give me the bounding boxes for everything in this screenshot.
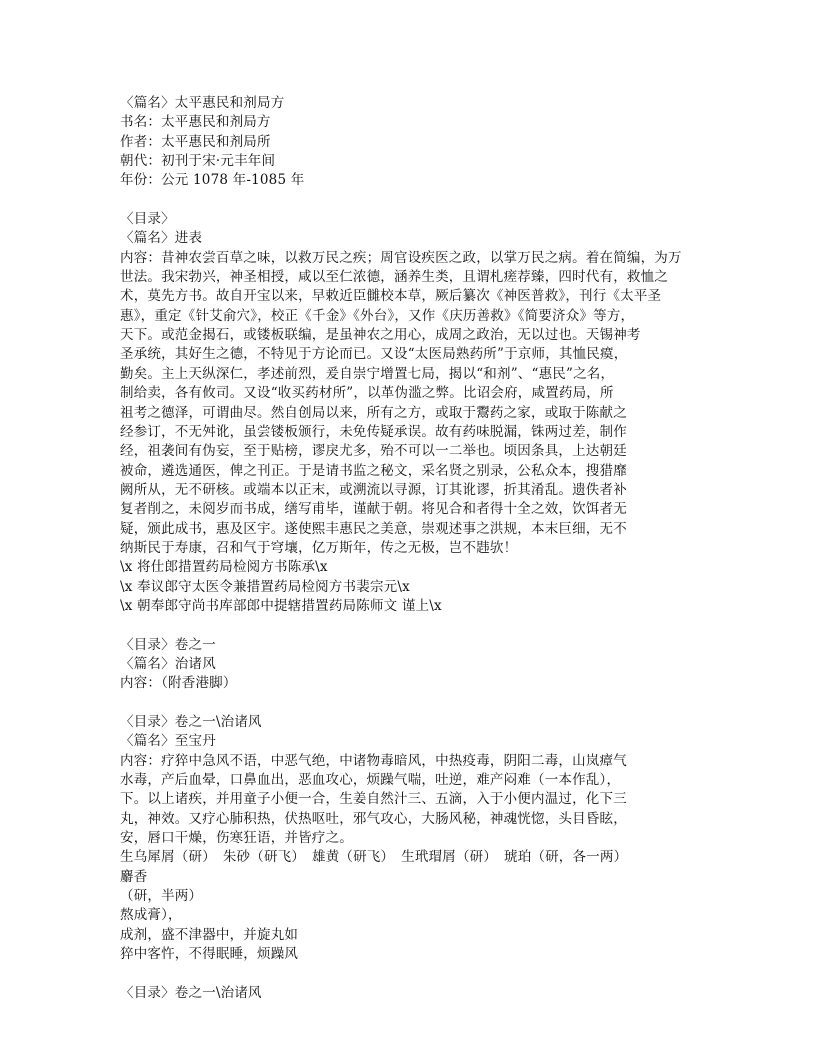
text-line: 作者：太平惠民和剂局所 xyxy=(120,133,271,150)
text-line: 下。以上诸疾，并用童子小便一合，生姜自然汁三、五滴，入于小便内温过，化下三 xyxy=(120,791,627,808)
blank-line xyxy=(120,191,776,210)
text-line: 天下。或范金揭石，或镂板联编，是虽神农之用心，成周之政治，无以过也。天锡神考 xyxy=(120,327,641,344)
text-line: 安，唇口干燥，伤寒狂语，并皆疗之。 xyxy=(120,830,353,847)
text-line: 生乌犀屑（研） 朱砂（研飞） 雄黄（研飞） 生玳瑁屑（研） 琥珀（研，各一两） xyxy=(120,849,628,866)
text-line: 猝中客忤，不得眠睡，烦躁风 xyxy=(120,946,299,963)
text-line: 〈篇名〉治诸风 xyxy=(120,655,216,672)
text-line: 〈篇名〉太平惠民和剂局方 xyxy=(120,95,285,111)
text-line: 内容：（附香港脚） xyxy=(120,675,237,692)
text-line: 〈篇名〉至宝丹 xyxy=(120,733,216,750)
text-line: 经，祖袭间有伪妄，至于贴榜，谬戾尤多，殆不可以一二举也。顷因条具，上达朝廷 xyxy=(120,443,627,460)
text-line: 经参订，不无舛讹，虽尝镂板颁行，未免传疑承误。故有药味脱漏，铢两过差，制作 xyxy=(120,423,627,440)
text-line: 惠》，重定《针艾俞穴》，校正《千金》《外台》，又作《庆历善救》《简要济众》等方， xyxy=(120,307,635,324)
text-line: 年份：公元 1078 年-1085 年 xyxy=(120,172,305,189)
document-page xyxy=(120,94,776,1003)
text-line: 水毒，产后血晕，口鼻血出，恶血攻心，烦躁气喘，吐逆，难产闷难（一本作乱）， xyxy=(120,772,621,789)
blank-line xyxy=(120,616,776,635)
text-line: 丸，神效。又疗心肺积热，伏热呕吐，邪气攻心，大肠风秘，神魂恍惚，头目昏眩， xyxy=(120,810,627,827)
text-line: 〈目录〉卷之一 xyxy=(120,636,216,653)
text-line: 〈目录〉卷之一\治诸风 xyxy=(120,714,262,730)
text-line: 疑，颁此成书，惠及区宇。遂使熙丰惠民之美意，崇观述事之洪规，本末巨细，无不 xyxy=(120,520,627,537)
text-line: 阙所从，无不研核。或端本以正末，或溯流以寻源，订其讹谬，折其淆乱。遗佚者补 xyxy=(120,481,627,498)
text-line: 内容：疗猝中急风不语，中恶气绝，中诸物毒暗风，中热疫毒，阴阳二毒，山岚瘴气 xyxy=(120,752,627,769)
text-line: 〈目录〉 xyxy=(120,211,175,228)
text-line: 勤矣。主上天纵深仁，孝述前烈，爰自崇宁增置七局，揭以“和剂”、“惠民”之名， xyxy=(120,365,615,382)
text-line: \x 将仕郎措置药局检阅方书陈承\x xyxy=(120,559,328,576)
text-line: 内容：昔神农尝百草之味，以救万民之疾；周官设疾医之政，以掌万民之病。着在简编，为万 xyxy=(120,249,682,266)
text-line: \x 朝奉郎守尚书库部郎中提辖措置药局陈师文 谨上\x xyxy=(120,597,442,614)
text-line: 术，莫先方书。故自开宝以来，早敕近臣雠校本草，厥后纂次《神医普救》，刊行《太平圣 xyxy=(120,288,662,305)
blank-line xyxy=(120,694,776,713)
text-line: 熬成膏）， xyxy=(120,907,182,924)
text-line: 制给卖，各有攸司。又设“收买药材所”，以革伪滥之弊。比诏会府，咸置药局，所 xyxy=(120,385,614,402)
text-line: 朝代：初刊于宋·元丰年间 xyxy=(120,153,276,170)
text-line: 世法。我宋勃兴，神圣相授，咸以至仁浓德，涵养生类，且谓札瘥荐臻，四时代有，救恤之 xyxy=(120,269,668,286)
text-line: 〈目录〉卷之一\治诸风 xyxy=(120,984,262,1001)
text-line: 麝香 xyxy=(120,868,148,885)
text-line: 被命，遴选通医，俾之刊正。于是请书监之秘文，采名贤之别录，公私众本，搜猎靡 xyxy=(120,462,627,479)
text-line: （研，半两） xyxy=(120,888,203,905)
text-line: 纳斯民于寿康，召和气于穹壤，亿万斯年，传之无极，岂不韪欤！ xyxy=(120,539,518,556)
text-line: 祖考之德泽，可谓曲尽。然自创局以来，所有之方，或取于鬻药之家，或取于陈献之 xyxy=(120,404,627,421)
text-line: 复者削之，未阅岁而书成，缮写甫毕，谨献于朝。将见合和者得十全之效，饮饵者无 xyxy=(120,501,627,518)
text-line: 圣承统，其好生之德，不特见于方论而已。又设“太医局熟药所”于京师，其恤民瘼， xyxy=(120,346,628,363)
text-line: 书名：太平惠民和剂局方 xyxy=(120,114,271,131)
text-line: 〈篇名〉进表 xyxy=(120,230,203,247)
text-line: \x 奉议郎守太医令兼措置药局检阅方书裴宗元\x xyxy=(120,578,410,595)
text-line: 成剂，盛不津器中，并旋丸如 xyxy=(120,926,299,943)
blank-line xyxy=(120,964,776,983)
